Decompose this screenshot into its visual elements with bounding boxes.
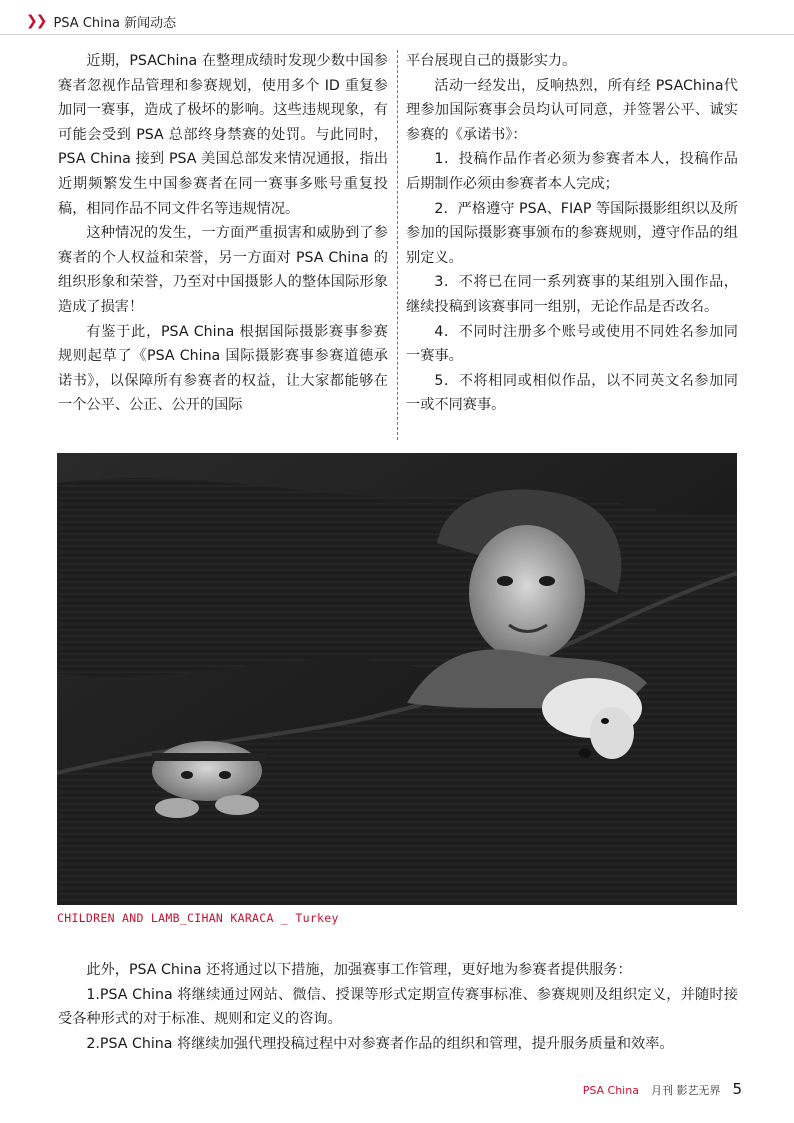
double-chevron-icon: ❯❯ bbox=[26, 13, 46, 29]
left-column bbox=[58, 49, 388, 418]
pledge-item: 3．不将已在同一系列赛事的某组别入围作品，继续投稿到该赛事同一组别，无论作品是否改名。 bbox=[406, 274, 738, 315]
featured-photo bbox=[57, 453, 737, 905]
paragraph-continuation: 平台展现自己的摄影实力。 bbox=[406, 53, 577, 69]
photo-caption: CHILDREN AND LAMB_CIHAN KARACA _ Turkey bbox=[57, 911, 339, 925]
footer-publication: 月刊 影艺无界 bbox=[650, 1084, 721, 1097]
measure-item: 2.PSA China 将继续加强代理投稿过程中对参赛者作品的组织和管理，提升服务质量和效率。 bbox=[86, 1035, 674, 1052]
section-title: PSA China 新闻动态 bbox=[53, 15, 177, 31]
paragraph: 近期，PSAChina 在整理成绩时发现少数中国参赛者忽视作品管理和参赛规划，使用多个 ID 重复参加同一赛事，造成了极坏的影响。这些违规现象，有可能会受到 PSA 总部终身禁赛的处罚。与此同时，PSA China 接到 PSA 美国总部发来情况通报，指出近期频繁发生中国参赛者在同一赛事多账号重复投稿，相同作品不同文件名等违规情况。 bbox=[58, 53, 388, 217]
paragraph: 有鉴于此，PSA China 根据国际摄影赛事参赛规则起草了《PSA China 国际摄影赛事参赛道德承诺书》，以保障所有参赛者的权益，让大家都能够在一个公平、公正、公开的国际 bbox=[58, 323, 388, 414]
paragraph: 此外，PSA China 还将通过以下措施，加强赛事工作管理，更好地为参赛者提供服务： bbox=[86, 962, 632, 978]
page-number: 5 bbox=[732, 1080, 742, 1098]
pledge-item: 5．不将相同或相似作品，以不同英文名参加同一或不同赛事。 bbox=[406, 372, 738, 414]
header-rule bbox=[0, 34, 794, 35]
pledge-item: 2．严格遵守 PSA、FIAP 等国际摄影组织以及所参加的国际摄影赛事颁布的参赛规则，遵守作品的组别定义。 bbox=[406, 200, 738, 266]
closing-section bbox=[58, 958, 738, 1056]
right-column bbox=[406, 49, 738, 418]
paragraph: 活动一经发出，反响热烈，所有经 PSAChina代理参加国际赛事会员均认可同意，并签署公平、诚实参赛的《承诺书》： bbox=[406, 77, 738, 143]
column-divider bbox=[397, 50, 398, 440]
pledge-item: 4．不同时注册多个账号或使用不同姓名参加同一赛事。 bbox=[406, 323, 738, 365]
page-header bbox=[26, 10, 176, 32]
footer-brand: PSA China bbox=[582, 1084, 639, 1097]
page-footer bbox=[583, 1080, 742, 1098]
pledge-item: 1．投稿作品作者必须为参赛者本人，投稿作品后期制作必须由参赛者本人完成； bbox=[406, 151, 738, 192]
measure-item: 1.PSA China 将继续通过网站、微信、授课等形式定期宣传赛事标准、参赛规则及组织定义，并随时接受各种形式的对于标准、规则和定义的咨询。 bbox=[58, 986, 738, 1028]
paragraph: 这种情况的发生，一方面严重损害和威胁到了参赛者的个人权益和荣誉，另一方面对 PSA China 的组织形象和荣誉，乃至对中国摄影人的整体国际形象造成了损害！ bbox=[58, 225, 388, 315]
